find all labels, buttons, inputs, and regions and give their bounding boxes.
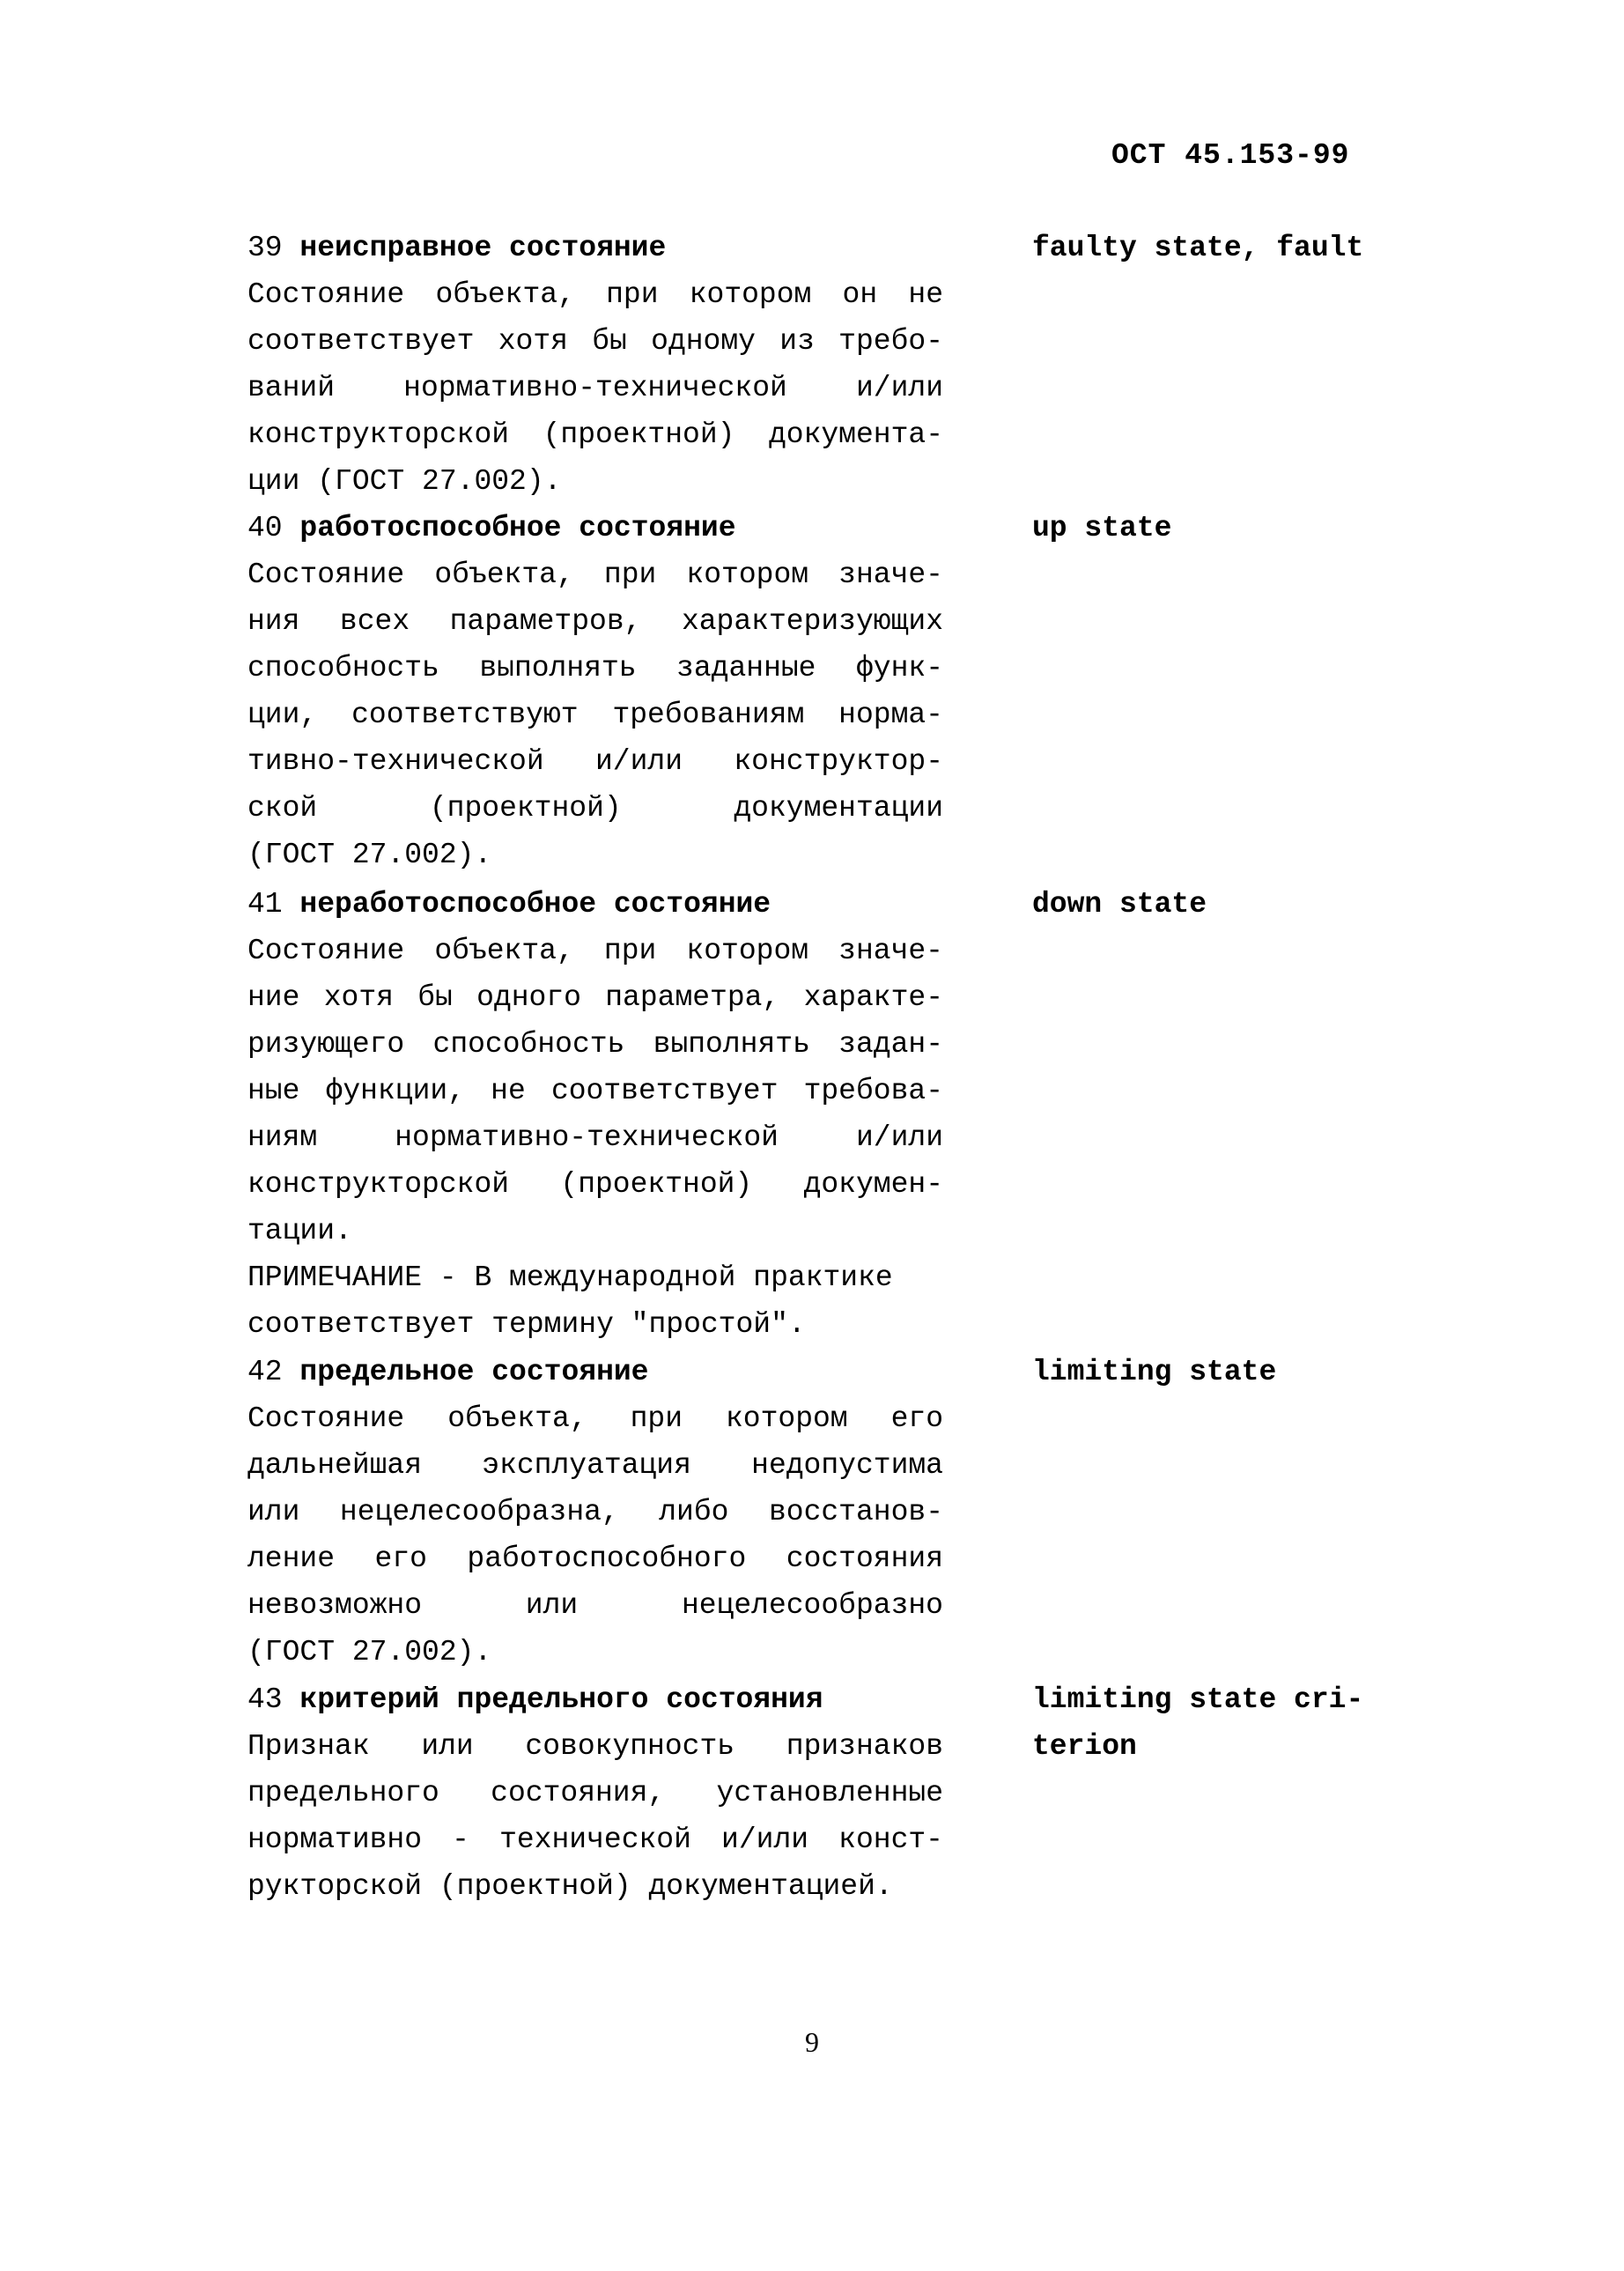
definition-line: конструкторской (проектной) документа- — [247, 418, 943, 451]
definition-line: Признак или совокупность признаков — [247, 1730, 943, 1763]
definition-line: конструкторской (проектной) докумен- — [247, 1168, 943, 1201]
definition-line: рукторской (проектной) документацией. — [247, 1870, 893, 1903]
definition-line: (ГОСТ 27.002). — [247, 1636, 492, 1668]
english-equivalent-line: limiting state cri- — [1032, 1683, 1364, 1716]
definition-line: Состояние объекта, при котором его — [247, 1402, 943, 1435]
term-number: 43 — [247, 1683, 283, 1716]
term-heading — [247, 1676, 823, 1723]
definition-line: ление его работоспособного состояния — [247, 1542, 943, 1575]
definition-line: ные функции, не соответствует требова- — [247, 1075, 943, 1107]
definition-line: ции (ГОСТ 27.002). — [247, 465, 562, 498]
definition-line: ниям нормативно-технической и/или — [247, 1121, 943, 1154]
english-equivalent: down state — [1032, 888, 1207, 921]
definition-line: ния всех параметров, характеризующих — [247, 605, 943, 638]
term-number: 39 — [247, 232, 283, 264]
definition-line: соответствует хотя бы одному из требо- — [247, 325, 943, 358]
english-equivalent: limiting state — [1032, 1356, 1277, 1388]
term-name: критерий предельного состояния — [299, 1683, 823, 1716]
term-heading — [247, 505, 736, 551]
term-number: 40 — [247, 512, 283, 544]
english-equivalent-line: terion — [1032, 1730, 1137, 1763]
note-line: соответствует термину "простой". — [247, 1308, 806, 1341]
definition-line: невозможно или нецелесообразно — [247, 1589, 943, 1622]
definition-line: тивно-технической и/или конструктор- — [247, 745, 943, 778]
term-definition — [247, 928, 943, 1254]
note-line: ПРИМЕЧАНИЕ - В международной практике — [247, 1261, 893, 1294]
term-number: 41 — [247, 888, 283, 921]
term-name: предельное состояние — [299, 1356, 649, 1388]
definition-line: тации. — [247, 1215, 352, 1247]
english-equivalent: up state — [1032, 512, 1172, 544]
definition-line: предельного состояния, установленные — [247, 1777, 943, 1809]
document-code: ОСТ 45.153-99 — [1111, 139, 1350, 172]
definition-line: Состояние объекта, при котором он не — [247, 278, 943, 311]
definition-line: ние хотя бы одного параметра, характе- — [247, 981, 943, 1014]
definition-line: ции, соответствуют требованиям норма- — [247, 699, 943, 731]
term-definition — [247, 1395, 943, 1676]
definition-line: или нецелесообразна, либо восстанов- — [247, 1496, 943, 1528]
term-definition — [247, 551, 943, 878]
term-name: работоспособное состояние — [299, 512, 736, 544]
definition-line: (ГОСТ 27.002). — [247, 839, 492, 871]
english-equivalent: faulty state, fault — [1032, 232, 1364, 264]
definition-line: ваний нормативно-технической и/или — [247, 372, 943, 404]
term-note — [247, 1254, 943, 1348]
term-definition — [247, 271, 943, 505]
english-equivalent — [1032, 1676, 1363, 1770]
page-number: 9 — [805, 2026, 819, 2058]
term-definition — [247, 1723, 943, 1910]
term-heading — [247, 225, 666, 271]
definition-line: ской (проектной) документации — [247, 792, 943, 825]
definition-line: нормативно - технической и/или конст- — [247, 1823, 943, 1856]
term-heading — [247, 1349, 649, 1395]
definition-line: дальнейшая эксплуатация недопустима — [247, 1449, 943, 1482]
term-name: неисправное состояние — [299, 232, 667, 264]
definition-line: способность выполнять заданные функ- — [247, 652, 943, 684]
definition-line: Состояние объекта, при котором значе- — [247, 559, 943, 591]
definition-line: Состояние объекта, при котором значе- — [247, 935, 943, 967]
term-heading — [247, 881, 771, 928]
term-name: неработоспособное состояние — [299, 888, 771, 921]
term-number: 42 — [247, 1356, 283, 1388]
definition-line: ризующего способность выполнять задан- — [247, 1028, 943, 1061]
